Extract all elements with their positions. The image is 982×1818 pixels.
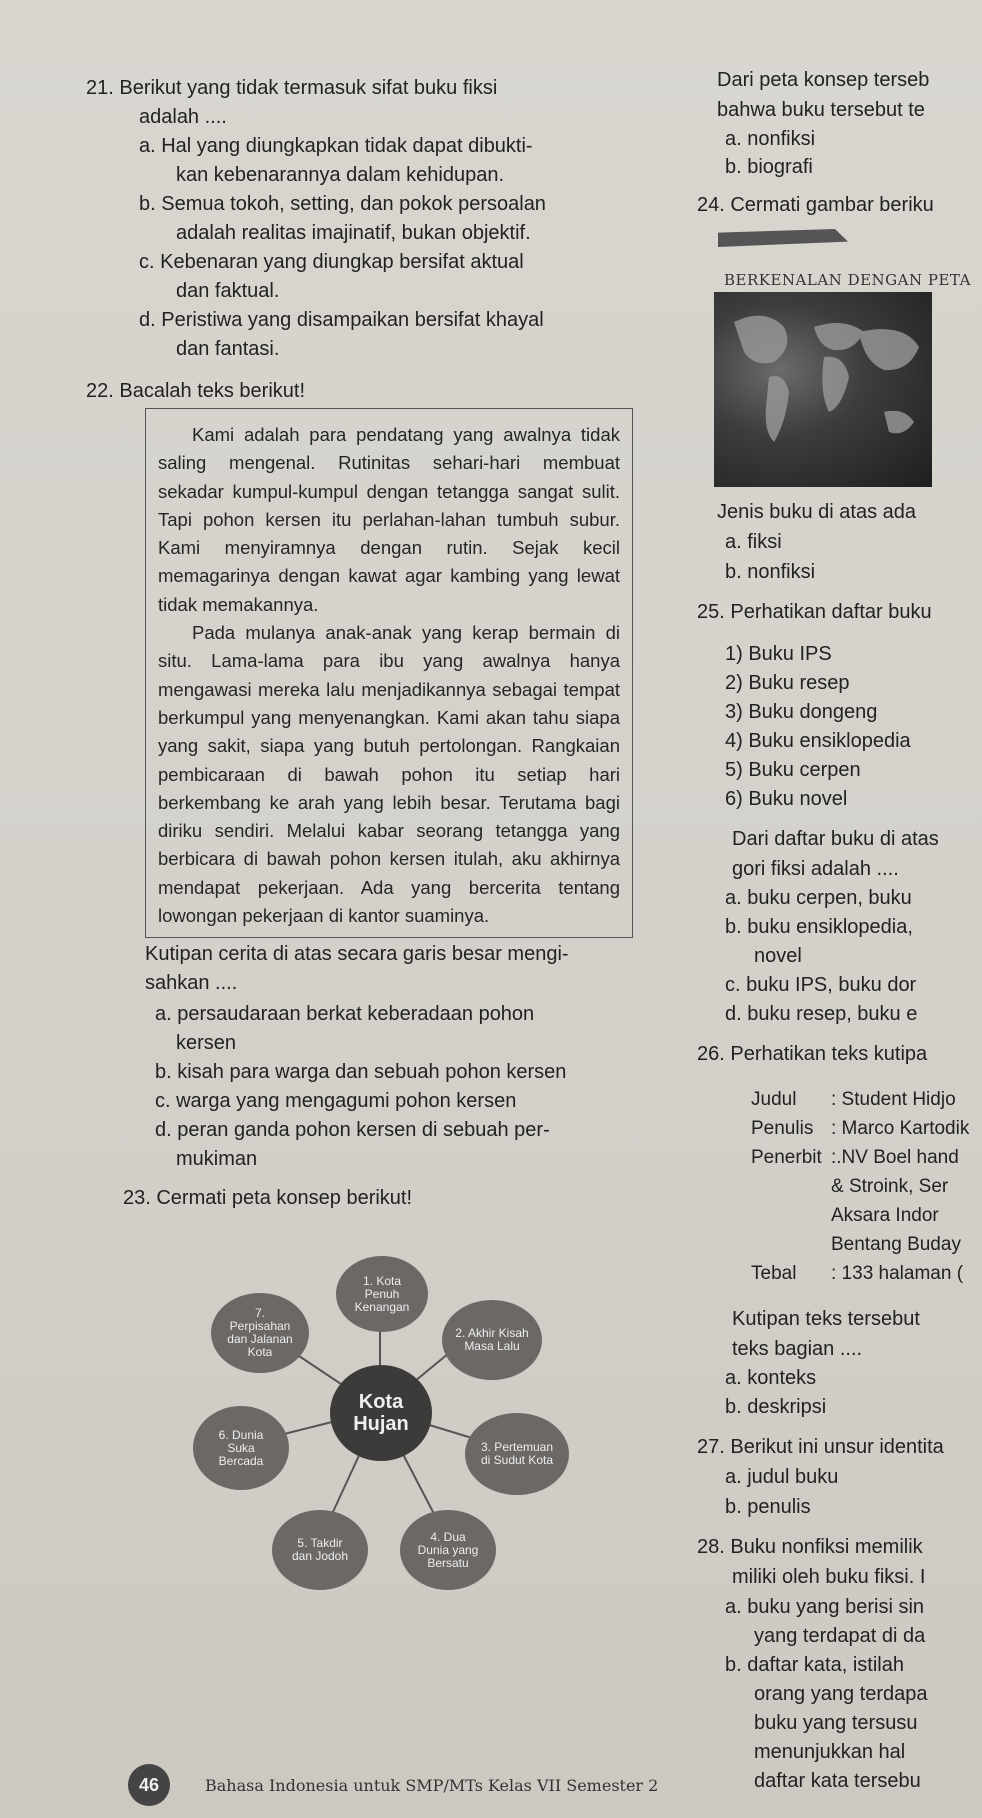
q28-option-b-line4: menunjukkan hal (754, 1741, 906, 1763)
concept-node-6-label: 6. Dunia Suka Bercada (218, 1427, 264, 1468)
q22-option-c: c. warga yang mengagumi pohon kersen (155, 1090, 517, 1112)
penerbit-value: :.NV Boel hand (831, 1147, 959, 1168)
q23-stem: 23. Cermati peta konsep berikut! (123, 1187, 413, 1209)
q25-option-d: d. buku resep, buku e (725, 1003, 918, 1025)
q28-option-b-line5: daftar kata tersebu (754, 1770, 921, 1792)
judul-key: Judul (751, 1089, 797, 1110)
q27-option-b: b. penulis (725, 1496, 811, 1518)
q25-list-item-6: 6) Buku novel (725, 788, 848, 810)
q21-option-c-line1: c. Kebenaran yang diungkap bersifat aktual (139, 251, 524, 273)
concept-node-1 (336, 1256, 428, 1332)
q28-option-b-line3: buku yang tersusu (754, 1712, 918, 1734)
q22-option-d-line2: mukiman (176, 1148, 258, 1170)
q22-option-a-line1: a. persaudaraan berkat keberadaan pohon (155, 1003, 535, 1025)
q25-option-c: c. buku IPS, buku dor (725, 974, 917, 996)
penulis-key: Penulis (751, 1118, 814, 1139)
q26-after-line1: Kutipan teks tersebut (732, 1308, 920, 1330)
concept-node-6 (193, 1406, 289, 1490)
q28-stem-line1: 28. Buku nonfiksi memilik (697, 1536, 923, 1558)
q22-after-line1: Kutipan cerita di atas secara garis besar mengi- (145, 943, 569, 965)
q28-option-b-line2: orang yang terdapa (754, 1683, 928, 1705)
q22-after-line2: sahkan .... (145, 972, 238, 994)
concept-node-5 (272, 1510, 368, 1590)
q25-list-item-5: 5) Buku cerpen (725, 759, 861, 781)
q25-list-item-4: 4) Buku ensiklopedia (725, 730, 911, 752)
penulis-value: : Marco Kartodik (831, 1118, 970, 1139)
page-number (128, 1764, 170, 1806)
q25-stem: 25. Perhatikan daftar buku (697, 601, 932, 623)
world-map-continents (714, 292, 932, 487)
penerbit-value-3: Aksara Indor (831, 1205, 939, 1226)
judul-value: : Student Hidjo (831, 1089, 956, 1110)
q22-stem: 22. Bacalah teks berikut! (86, 380, 306, 402)
footer-book-title: Bahasa Indonesia untuk SMP/MTs Kelas VII Semester 2 (205, 1776, 659, 1795)
penerbit-value-2: & Stroink, Ser (831, 1176, 949, 1197)
q22-paragraph-2: Pada mulanya anak-anak yang kerap bermain di situ. Lama-lama para ibu yang awalnya hanya mengawasi mereka lalu menjadikannya sebagai tempat berkumpul yang menyenangkan. Kami akan tahu siapa yang sakit, siapa yang butuh pertolongan. Rangkaian pembicaraan di bawah pohon itu setiap hari berkembang ke arah yang lebih besar. Terutama bagi diriku sendiri. Melalui kabar seorang tetangga yang berbicara di bawah pohon kersen itulah, aku akhirnya mendapat pekerjaan. Ada yang bercerita tentang lowongan pekerjaan di kantor suaminya. (158, 622, 620, 927)
concept-node-4-label: 4. Dua Dunia yang Bersatu (417, 1529, 479, 1570)
q28-option-b-line1: b. daftar kata, istilah (725, 1654, 904, 1676)
q24-after: Jenis buku di atas ada (717, 501, 917, 523)
q25-after-line2: gori fiksi adalah .... (732, 858, 899, 880)
concept-node-7-label: 7. Perpisahan dan Jalanan Kota (227, 1306, 293, 1359)
q21-stem-line1: 21. Berikut yang tidak termasuk sifat buku fiksi (86, 77, 498, 99)
q25-list-item-1: 1) Buku IPS (725, 643, 832, 665)
q26-after-line2: teks bagian .... (732, 1338, 863, 1360)
concept-node-1-label: 1. Kota Penuh Kenangan (354, 1273, 410, 1314)
q22-option-b: b. kisah para warga dan sebuah pohon kersen (155, 1061, 567, 1083)
concept-node-center (330, 1365, 432, 1461)
q27-stem: 27. Berikut ini unsur identita (697, 1436, 944, 1458)
q23-after-line1: Dari peta konsep terseb (717, 69, 930, 91)
q21-option-d-line2: dan fantasi. (176, 338, 280, 360)
q28-option-a-line1: a. buku yang berisi sin (725, 1596, 925, 1618)
q28-option-a-line2: yang terdapat di da (754, 1625, 926, 1647)
q25-option-b-line1: b. buku ensiklopedia, (725, 916, 913, 938)
concept-node-2 (442, 1300, 542, 1380)
concept-node-3-label: 3. Pertemuan di Sudut Kota (480, 1440, 554, 1467)
q24-option-b: b. nonfiksi (725, 561, 816, 583)
book-cover-title: BERKENALAN DENGAN PETA (724, 271, 971, 289)
q25-option-b-line2: novel (754, 945, 802, 967)
q26-option-a: a. konteks (725, 1367, 817, 1389)
tebal-value: : 133 halaman ( (831, 1263, 964, 1284)
q28-stem-line2: miliki oleh buku fiksi. I (732, 1566, 926, 1588)
concept-node-7 (211, 1293, 309, 1373)
q26-stem: 26. Perhatikan teks kutipa (697, 1043, 928, 1065)
q24-option-a: a. fiksi (725, 531, 782, 553)
q23-after-line2: bahwa buku tersebut te (717, 99, 925, 121)
tebal-key: Tebal (751, 1263, 797, 1284)
q21-option-c-line2: dan faktual. (176, 280, 280, 302)
concept-node-center-label: Kota Hujan (353, 1391, 409, 1435)
q22-paragraph-1: Kami adalah para pendatang yang awalnya tidak saling mengenal. Rutinitas sehari-hari membuat sekadar kumpul-kumpul dengan tetangga sangat sulit. Tapi pohon kersen itu perlahan-lahan tumbuh subur. Kami menyiramnya dengan rutin. Sejak kecil memagarinya dengan kawat agar kambing yang lewat tidak memakannya. (158, 424, 620, 615)
q21-stem-line2: adalah .... (139, 106, 227, 128)
concept-node-4 (400, 1510, 496, 1590)
q24-stem: 24. Cermati gambar beriku (697, 194, 934, 216)
concept-node-2-label: 2. Akhir Kisah Masa Lalu (455, 1326, 529, 1353)
q21-option-a-line2: kan kebenarannya dalam kehidupan. (176, 164, 505, 186)
concept-node-3 (465, 1413, 569, 1495)
q22-option-a-line2: kersen (176, 1032, 237, 1054)
world-map-image (714, 292, 932, 487)
q22-reading-box (145, 408, 633, 938)
q25-list-item-2: 2) Buku resep (725, 672, 850, 694)
penerbit-value-4: Bentang Buday (831, 1234, 961, 1255)
q23-option-a: a. nonfiksi (725, 128, 816, 150)
q25-option-a: a. buku cerpen, buku (725, 887, 912, 909)
page-number-text: 46 (138, 1774, 160, 1795)
q21-option-d-line1: d. Peristiwa yang disampaikan bersifat khayal (139, 309, 544, 331)
penerbit-key: Penerbit (751, 1147, 822, 1168)
q23-option-b: b. biografi (725, 156, 813, 178)
q21-option-b-line2: adalah realitas imajinatif, bukan objektif. (176, 222, 531, 244)
q21-option-b-line1: b. Semua tokoh, setting, dan pokok persoalan (139, 193, 546, 215)
q22-option-d-line1: d. peran ganda pohon kersen di sebuah per- (155, 1119, 550, 1141)
q26-option-b: b. deskripsi (725, 1396, 827, 1418)
q26-book-identity (751, 1085, 969, 1288)
q27-option-a: a. judul buku (725, 1466, 839, 1488)
q21-option-a-line1: a. Hal yang diungkapkan tidak dapat dibukti- (139, 135, 533, 157)
concept-node-5-label: 5. Takdir dan Jodoh (291, 1536, 349, 1563)
book-cover-banner (718, 229, 848, 247)
q25-list-item-3: 3) Buku dongeng (725, 701, 878, 723)
q25-after-line1: Dari daftar buku di atas (732, 828, 939, 850)
